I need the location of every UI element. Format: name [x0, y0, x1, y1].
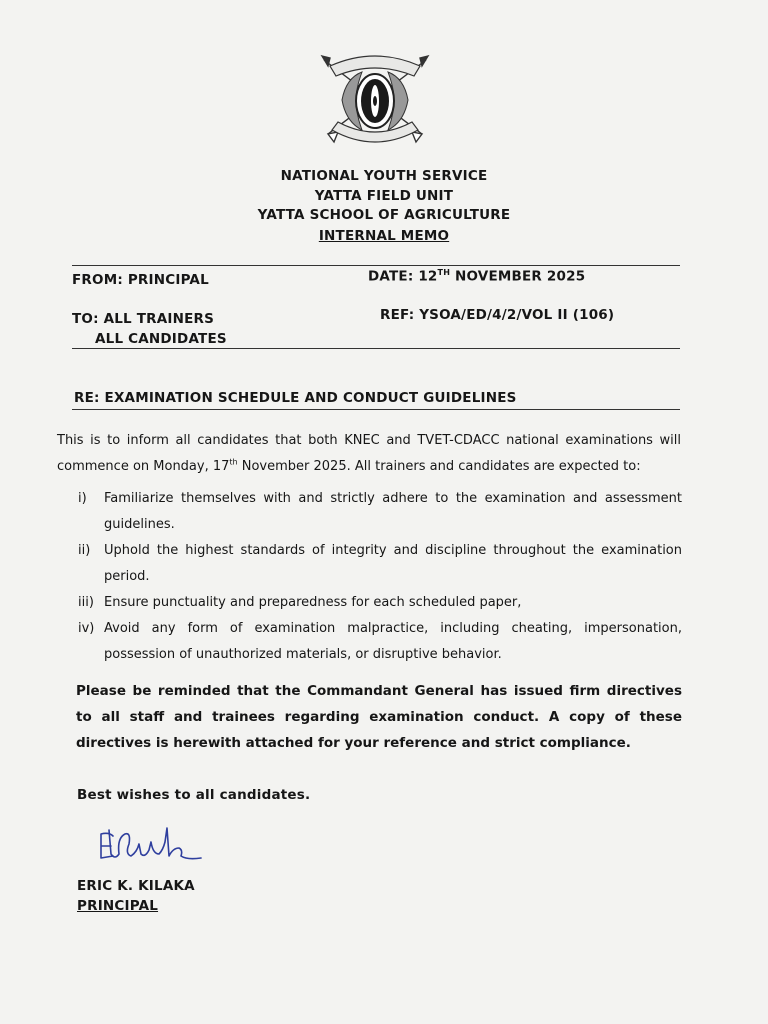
list-item: iii) Ensure punctuality and preparedness for each scheduled paper, [78, 595, 522, 610]
nys-emblem-icon [316, 50, 434, 158]
to-field-line1: TO: ALL TRAINERS [72, 311, 215, 327]
handwritten-signature-icon [97, 824, 209, 866]
reminder-paragraph: Please be reminded that the Commandant General has issued firm directives to all staff and trainees regarding examination conduct. A copy of these directives is herewith attached for your reference and strict compliance. [76, 683, 682, 751]
guidelines-list [78, 486, 682, 668]
ref-field: REF: YSOA/ED/4/2/VOL II (106) [380, 307, 615, 323]
divider [72, 265, 680, 266]
list-item: ii) Uphold the highest standards of integrity and discipline throughout the examination period. [78, 543, 682, 584]
org-name: NATIONAL YOUTH SERVICE [280, 168, 488, 184]
divider [72, 409, 680, 410]
list-item: i) Familiarize themselves with and strictly adhere to the examination and assessment guidelines. [78, 491, 682, 532]
divider [72, 348, 680, 349]
unit-name: YATTA FIELD UNIT [314, 188, 454, 204]
school-name: YATTA SCHOOL OF AGRICULTURE [257, 207, 511, 223]
to-field-line2: ALL CANDIDATES [95, 331, 227, 347]
signatory-title: PRINCIPAL [77, 898, 159, 914]
list-item: iv) Avoid any form of examination malpractice, including cheating, impersonation, possession of unauthorized materials, or disruptive behavior. [78, 621, 682, 662]
from-field: FROM: PRINCIPAL [72, 272, 209, 288]
closing-line: Best wishes to all candidates. [77, 787, 311, 803]
intro-paragraph: This is to inform all candidates that both KNEC and TVET-CDACC national examinations will commence on Monday, 17th November 2025. All trainers and candidates are expected to: [57, 433, 681, 474]
subject-line: RE: EXAMINATION SCHEDULE AND CONDUCT GUIDELINES [74, 390, 517, 406]
doc-type: INTERNAL MEMO [318, 228, 450, 244]
date-field: DATE: 12TH NOVEMBER 2025 [368, 268, 586, 285]
signatory-name: ERIC K. KILAKA [77, 878, 195, 894]
